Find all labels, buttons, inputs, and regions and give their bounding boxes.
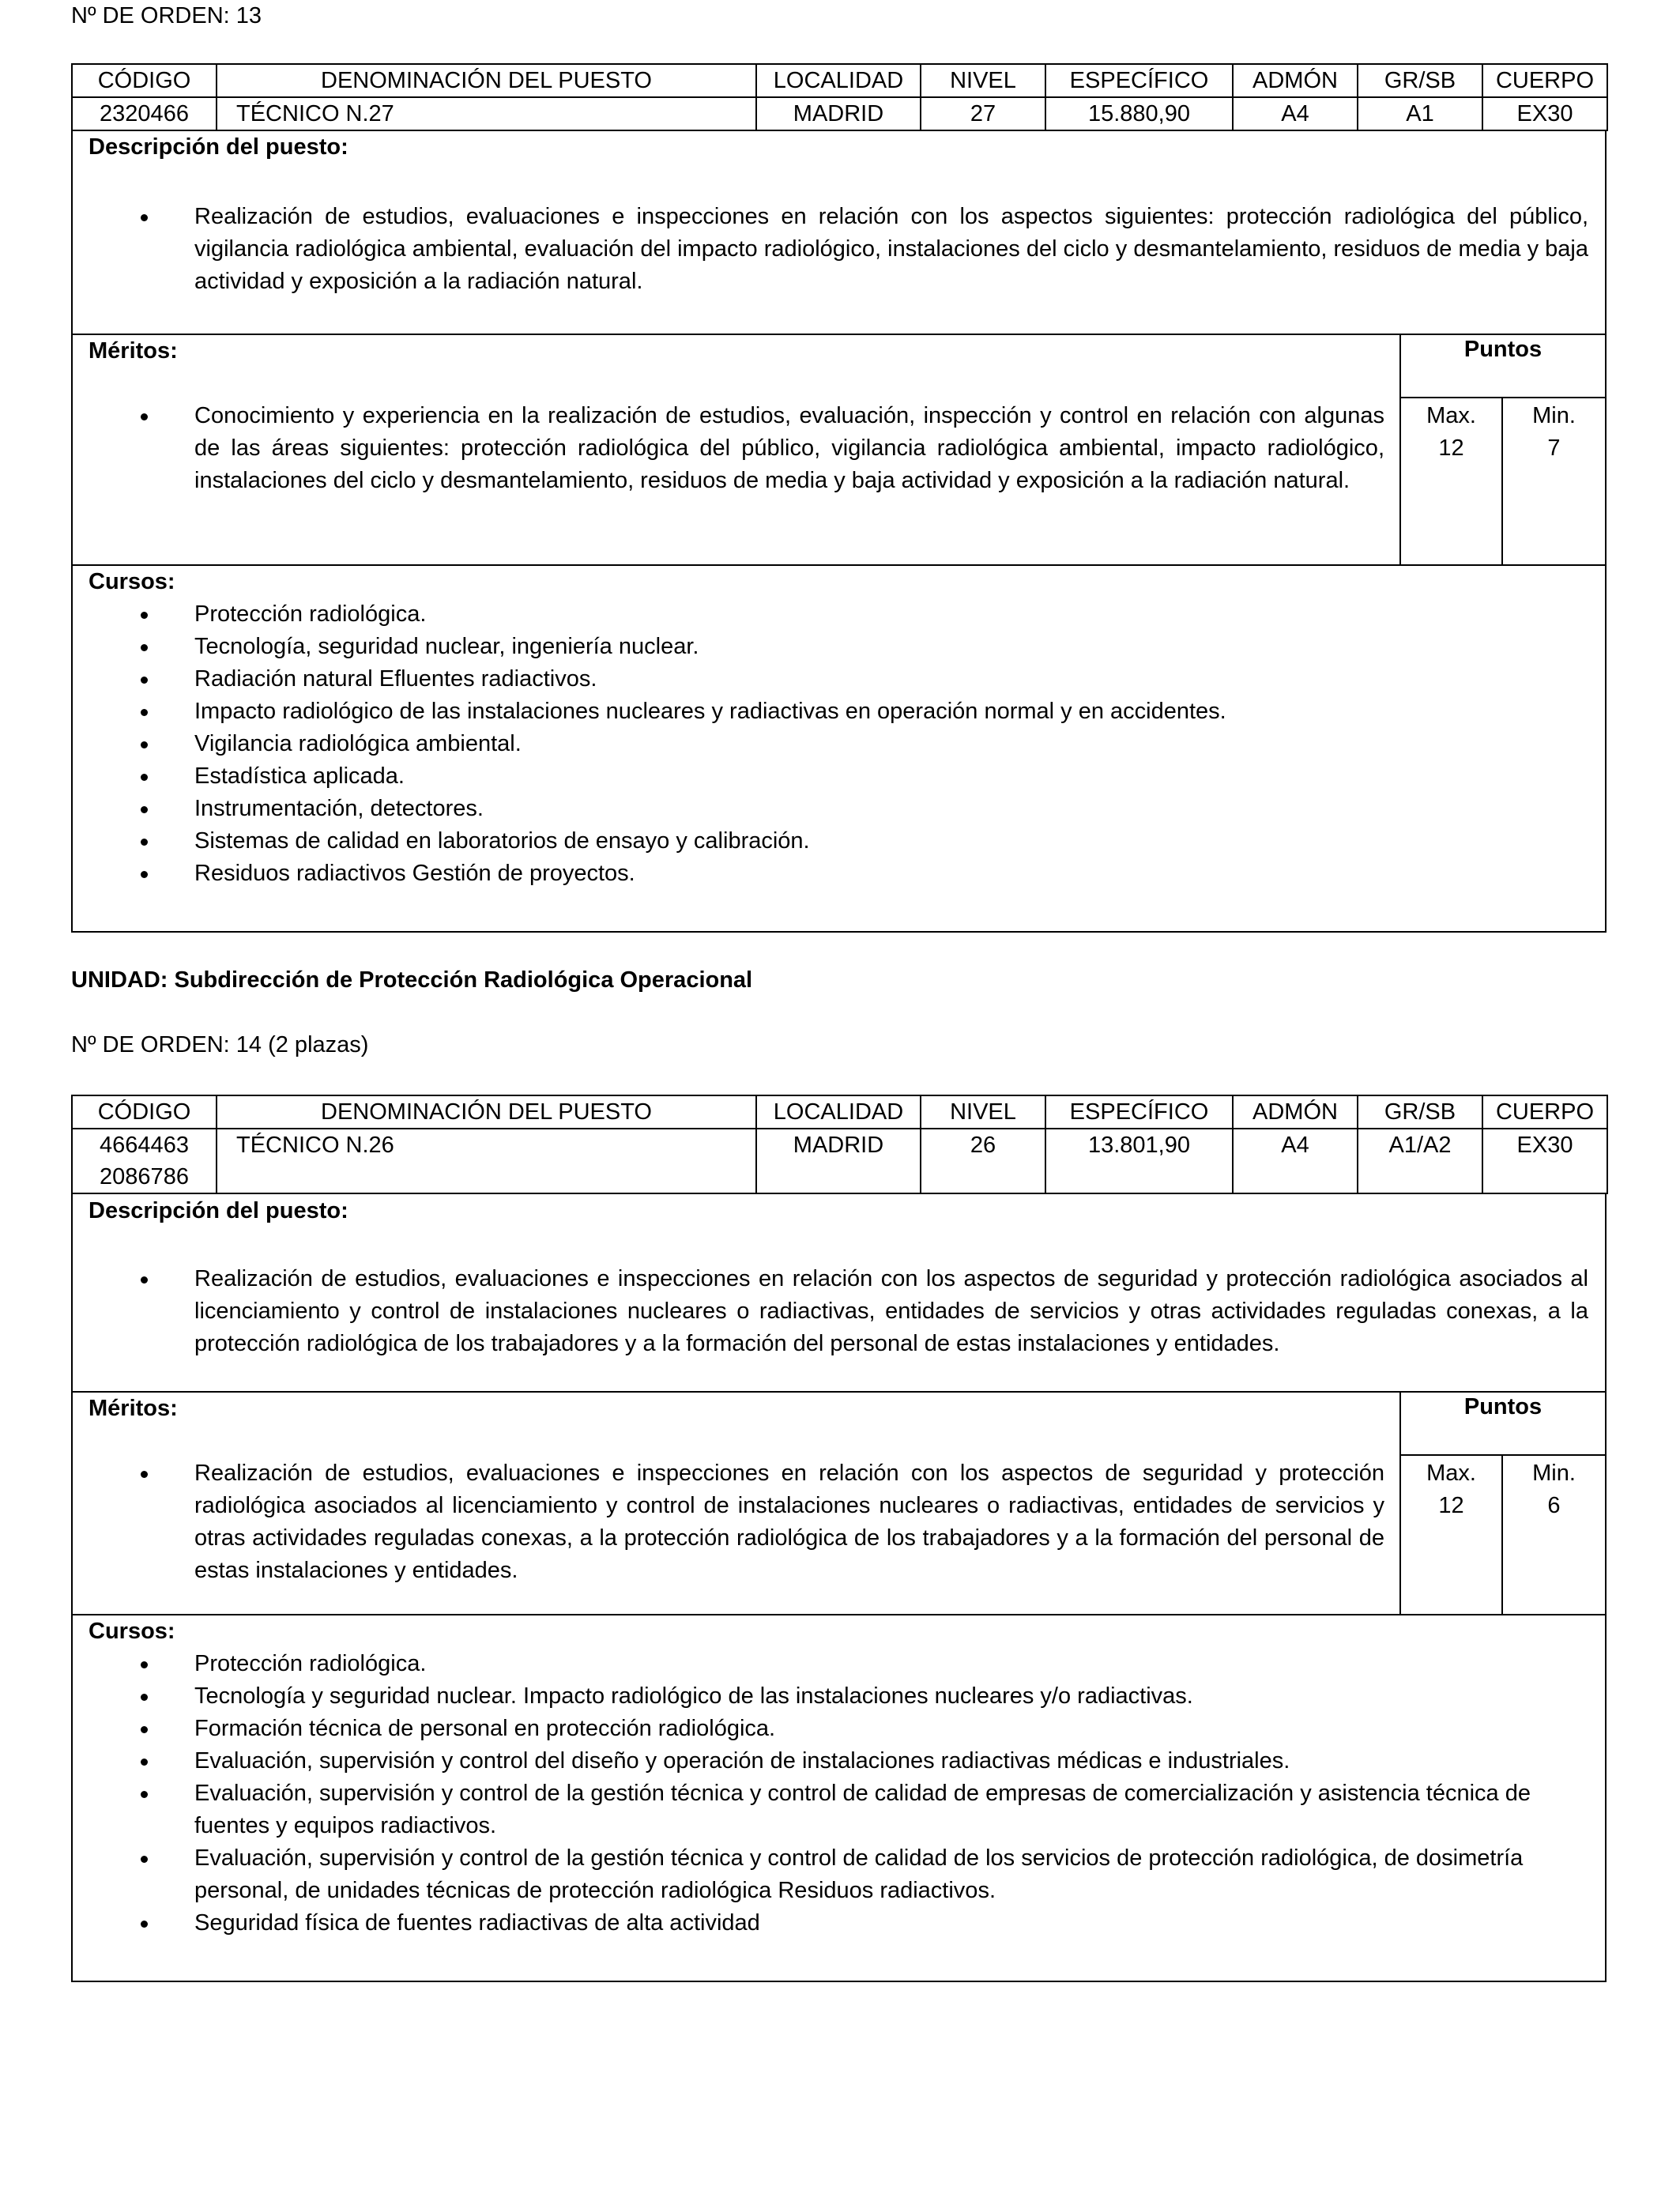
orden-14-title: Nº DE ORDEN: 14 (2 plazas): [71, 1032, 369, 1057]
bullet-icon: [141, 839, 148, 846]
cell-nivel: 27: [921, 97, 1045, 130]
col-codigo: CÓDIGO: [72, 1095, 217, 1129]
col-cuerpo: CUERPO: [1482, 64, 1607, 97]
orden-13-title: Nº DE ORDEN: 13: [71, 3, 262, 28]
bullet-icon: [141, 709, 148, 716]
bullet-icon: [141, 1759, 148, 1766]
cursos-label: Cursos:: [89, 1619, 175, 1644]
bullet-icon: [141, 413, 148, 420]
meritos-label: Méritos:: [89, 1396, 178, 1421]
puesto-table-13: [71, 63, 1608, 131]
col-denominacion: DENOMINACIÓN DEL PUESTO: [217, 1095, 756, 1129]
table-header-row: [72, 1095, 1607, 1129]
list-item: Impacto radiológico de las instalaciones nucleares y radiactivas en operación normal y en accidentes.: [73, 696, 1588, 728]
col-localidad: LOCALIDAD: [756, 1095, 921, 1129]
cell-localidad: MADRID: [756, 1129, 921, 1193]
list-item: Evaluación, supervisión y control de la gestión técnica y control de calidad de los servicios de protección radiológica, de dosimetría personal, de unidades técnicas de protección radiológica Residuos radiactivos.: [73, 1842, 1588, 1907]
descripcion-label: Descripción del puesto:: [89, 134, 348, 160]
list-item: Formación técnica de personal en protección radiológica.: [73, 1713, 1588, 1745]
descripcion-section-13: [71, 130, 1607, 335]
bullet-icon: [141, 871, 148, 878]
puntos-label: Puntos: [1463, 337, 1543, 362]
cell-especifico: 13.801,90: [1045, 1129, 1233, 1193]
col-localidad: LOCALIDAD: [756, 64, 921, 97]
col-admon: ADMÓN: [1233, 64, 1358, 97]
col-especifico: ESPECÍFICO: [1045, 64, 1233, 97]
bullet-icon: [141, 1276, 148, 1284]
col-cuerpo: CUERPO: [1482, 1095, 1607, 1129]
max-points: Max. 12: [1426, 403, 1476, 461]
bullet-icon: [141, 1726, 148, 1733]
bullet-icon: [141, 644, 148, 651]
list-item: Protección radiológica.: [73, 1648, 1588, 1680]
bullet-icon: [141, 1921, 148, 1928]
bullet-icon: [141, 214, 148, 221]
cell-admon: A4: [1233, 97, 1358, 130]
col-nivel: NIVEL: [921, 64, 1045, 97]
list-item: Realización de estudios, evaluaciones e inspecciones en relación con los aspectos siguientes: protección radiológica del público, vigilancia radiológica ambiental, evaluación del impacto radiológico, instalaciones del ciclo y desmantelamiento, residuos de media y baja actividad y exposición a la radiación natural.: [73, 201, 1588, 298]
descripcion-section-14: [71, 1193, 1607, 1393]
bullet-icon: [141, 774, 148, 781]
cursos-section-14: [71, 1614, 1607, 1982]
cell-grsb: A1/A2: [1358, 1129, 1482, 1193]
list-item: Conocimiento y experiencia en la realización de estudios, evaluación, inspección y control en relación con algunas de las áreas siguientes: protección radiológica del público, vigilancia radiológica ambiental, impacto radiológico, instalaciones del ciclo y desmantelamiento, residuos de media y baja actividad y exposición a la radiación natural.: [73, 400, 1384, 497]
table-row: [72, 97, 1607, 130]
meritos-label: Méritos:: [89, 338, 178, 364]
col-grsb: GR/SB: [1358, 1095, 1482, 1129]
list-item: Instrumentación, detectores.: [73, 793, 1588, 825]
cell-cuerpo: EX30: [1482, 1129, 1607, 1193]
bullet-icon: [141, 612, 148, 619]
table-row: [72, 1129, 1607, 1193]
list-item: Estadística aplicada.: [73, 760, 1588, 793]
bullet-icon: [141, 806, 148, 813]
list-item: Protección radiológica.: [73, 598, 1588, 631]
col-nivel: NIVEL: [921, 1095, 1045, 1129]
cell-codigo: 2320466: [72, 97, 217, 130]
col-grsb: GR/SB: [1358, 64, 1482, 97]
cell-codigo: 4664463 2086786: [72, 1129, 217, 1193]
meritos-section-13: [71, 334, 1607, 566]
cell-cuerpo: EX30: [1482, 97, 1607, 130]
cell-puesto: TÉCNICO N.27: [217, 97, 756, 130]
cell-nivel: 26: [921, 1129, 1045, 1193]
meritos-section-14: [71, 1391, 1607, 1615]
col-denominacion: DENOMINACIÓN DEL PUESTO: [217, 64, 756, 97]
list-item: Sistemas de calidad en laboratorios de ensayo y calibración.: [73, 825, 1588, 858]
table-header-row: [72, 64, 1607, 97]
list-item: Realización de estudios, evaluaciones e inspecciones en relación con los aspectos de seguridad y protección radiológica asociados al licenciamiento y control de instalaciones nucleares o radiactivas, entidades de servicios y otras actividades reguladas conexas, a la protección radiológica de los trabajadores y a la formación del personal de estas instalaciones y entidades.: [73, 1263, 1588, 1360]
unidad-heading: UNIDAD: Subdirección de Protección Radiológica Operacional: [71, 967, 753, 993]
bullet-icon: [141, 1661, 148, 1668]
col-admon: ADMÓN: [1233, 1095, 1358, 1129]
col-especifico: ESPECÍFICO: [1045, 1095, 1233, 1129]
list-item: Realización de estudios, evaluaciones e inspecciones en relación con los aspectos de seguridad y protección radiológica asociados al licenciamiento y control de instalaciones nucleares o radiactivas, entidades de servicios y otras actividades reguladas conexas, a la protección radiológica de los trabajadores y a la formación del personal de estas instalaciones y entidades.: [73, 1457, 1384, 1587]
puntos-label: Puntos: [1463, 1394, 1543, 1419]
cursos-label: Cursos:: [89, 569, 175, 594]
bullet-icon: [141, 1471, 148, 1478]
list-item: Evaluación, supervisión y control del diseño y operación de instalaciones radiactivas médicas e industriales.: [73, 1745, 1588, 1777]
bullet-icon: [141, 1694, 148, 1701]
min-points: Min. 7: [1532, 403, 1576, 461]
max-points: Max. 12: [1426, 1461, 1476, 1518]
bullet-icon: [141, 1856, 148, 1863]
bullet-icon: [141, 1791, 148, 1798]
cell-localidad: MADRID: [756, 97, 921, 130]
list-item: Tecnología, seguridad nuclear, ingeniería nuclear.: [73, 631, 1588, 663]
bullet-icon: [141, 741, 148, 748]
list-item: Seguridad física de fuentes radiactivas de alta actividad: [73, 1907, 1588, 1940]
min-points: Min. 6: [1532, 1461, 1576, 1518]
puesto-table-14: [71, 1095, 1608, 1194]
list-item: Radiación natural Efluentes radiactivos.: [73, 663, 1588, 696]
list-item: Vigilancia radiológica ambiental.: [73, 728, 1588, 760]
descripcion-label: Descripción del puesto:: [89, 1198, 348, 1223]
list-item: Evaluación, supervisión y control de la gestión técnica y control de calidad de empresas de comercialización y asistencia técnica de fuentes y equipos radiactivos.: [73, 1777, 1588, 1842]
cell-especifico: 15.880,90: [1045, 97, 1233, 130]
cell-puesto: TÉCNICO N.26: [217, 1129, 756, 1193]
cursos-list: [73, 598, 1588, 890]
list-item: Tecnología y seguridad nuclear. Impacto radiológico de las instalaciones nucleares y/o radiactivas.: [73, 1680, 1588, 1713]
list-item: Residuos radiactivos Gestión de proyectos.: [73, 858, 1588, 890]
cell-grsb: A1: [1358, 97, 1482, 130]
bullet-icon: [141, 677, 148, 684]
cursos-list: [73, 1648, 1588, 1940]
cursos-section-13: [71, 564, 1607, 933]
col-codigo: CÓDIGO: [72, 64, 217, 97]
cell-admon: A4: [1233, 1129, 1358, 1193]
